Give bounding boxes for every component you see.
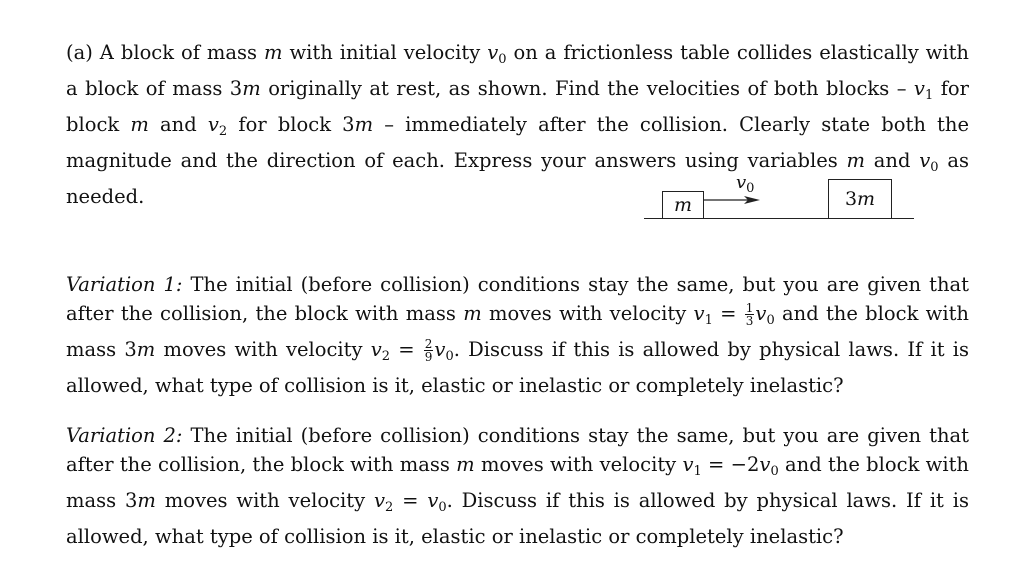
text-segment: and the block with mass 3 [66,453,969,512]
text-segment: The initial (before collision) conditions stay the same, but you are given that after the collision, the block with mass [66,424,969,476]
var-v: v [427,489,439,512]
text-segment: – immediately after the collision. Clearly state both the magnitude and the direction of each. Express your answers using variables [66,113,969,172]
var-v: v [487,41,499,64]
subscript: 0 [766,313,775,328]
collision-diagram [640,170,920,230]
subscript: 0 [498,52,507,67]
text-segment: (a) A block of mass [66,41,265,64]
var-m: m [846,149,866,172]
var-v: v [207,113,219,136]
text-segment: moves with velocity [474,453,683,476]
text-segment: and the block with mass 3 [66,302,969,361]
subscript: 1 [924,88,934,103]
block-large-var: m [857,188,876,210]
subscript: 0 [746,181,755,196]
text-segment: . Discuss if this is allowed by physical laws. If it is allowed, what type of collision is it, elastic or inelastic or completely inelastic? [66,489,969,548]
var-m: m [264,41,283,64]
text-segment: moves with velocity [155,489,374,512]
block-large [828,179,892,219]
var-v: v [919,149,931,172]
velocity-label [736,172,754,196]
velocity-var: v [736,172,747,193]
text-segment: originally at rest, as shown. Find the velocities of both blocks – [260,77,914,100]
subscript: 2 [381,349,391,364]
var-m: m [242,77,261,100]
subscript: 0 [930,160,939,175]
text-segment: moves with velocity [481,302,694,325]
equals: = [712,302,744,325]
variation-title: Variation 1: [66,273,183,296]
text-segment: . Discuss if this is allowed by physical laws. If it is allowed, what type of collision is it, elastic or inelastic or completely inelastic? [66,338,969,397]
var-v: v [373,489,385,512]
text-segment: as needed. [66,149,969,208]
text-segment: and [148,113,208,136]
var-v: v [693,302,705,325]
var-m: m [354,113,374,136]
fraction [745,302,755,327]
var-m: m [456,453,475,476]
subscript: 0 [438,500,447,515]
block-large-coef: 3 [844,188,858,210]
block-small-label: m [673,194,693,216]
subscript: 0 [445,349,454,364]
text-segment: with initial velocity [282,41,488,64]
var-m: m [463,302,482,325]
text-segment: The initial (before collision) conditions stay the same, but you are given that after the collision, the block with mass [66,273,969,325]
var-v: v [434,338,446,361]
fraction-numerator: 2 [424,337,433,351]
subscript: 2 [218,124,228,139]
fraction-denominator: 9 [424,350,433,364]
variation-title: Variation 2: [66,424,183,447]
subscript: 1 [704,313,713,328]
equals: = [390,338,423,361]
text-segment: and [865,149,920,172]
subscript: 0 [770,464,779,479]
text-segment: for block 3 [227,113,355,136]
text-segment: moves with velocity [155,338,371,361]
subscript: 1 [693,464,702,479]
subscript: 2 [384,500,394,515]
var-v: v [913,77,925,100]
var-v: v [759,453,771,476]
var-m: m [130,113,149,136]
fraction [424,338,434,363]
text-segment: on a frictionless table collides elastically with a block of mass 3 [66,41,969,100]
fraction-numerator: 1 [745,301,754,315]
block-small [662,191,704,219]
equals: = [393,489,428,512]
var-v: v [755,302,767,325]
var-m: m [136,338,156,361]
var-v: v [682,453,694,476]
text-segment: for block [66,77,969,136]
var-v: v [370,338,382,361]
variation-2 [66,421,969,551]
var-m: m [137,489,156,512]
variation-1 [66,270,969,400]
fraction-denominator: 3 [745,314,754,328]
equals: = −2 [701,453,760,476]
